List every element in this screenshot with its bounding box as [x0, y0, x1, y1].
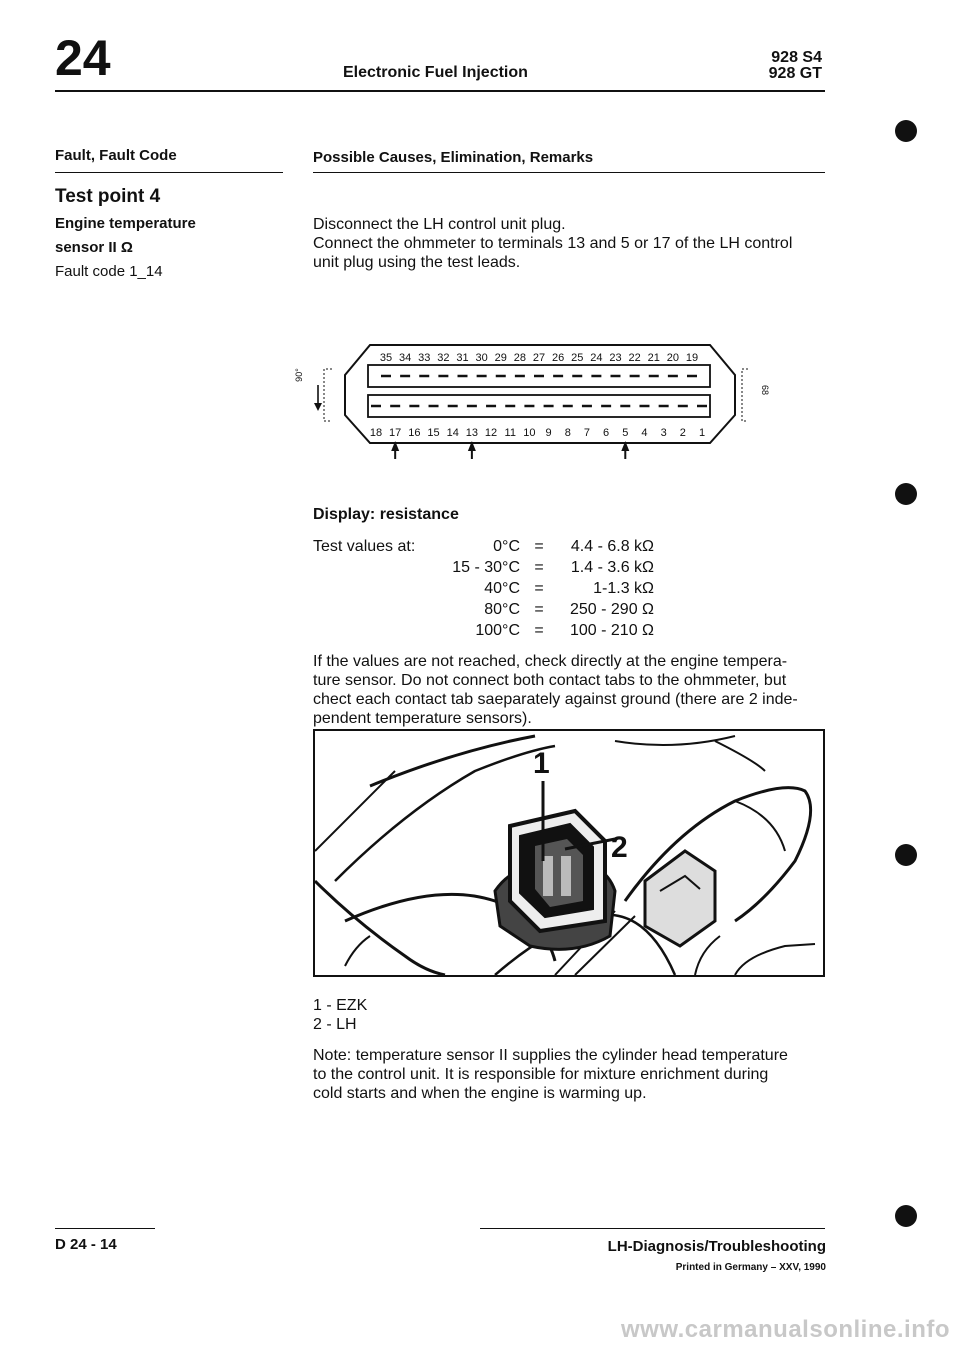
chapter-number: 24 [55, 30, 111, 86]
test-value-resistance: 250 - 290 Ω [569, 601, 654, 618]
left-column-heading: Fault, Fault Code [55, 147, 177, 164]
connector-left-latch [324, 369, 332, 421]
figure-callout-1: 1 [533, 747, 550, 780]
test-value-row [400, 601, 660, 621]
test-value-resistance: 1-1.3 kΩ [593, 580, 654, 597]
footer-printed: Printed in Germany – XXV, 1990 [675, 1262, 826, 1273]
footer-section-title: LH-Diagnosis/Troubleshooting [607, 1238, 826, 1255]
test-value-temp: 0°C [493, 538, 520, 555]
sensor-illustration [315, 731, 823, 975]
connector-pin-label: 32 [437, 352, 450, 364]
test-value-equals: = [534, 538, 544, 555]
connector-pin-label: 19 [685, 352, 699, 364]
connector-pin-label: 8 [564, 427, 571, 439]
test-value-resistance: 1.4 - 3.6 kΩ [570, 559, 654, 576]
instructions [313, 215, 792, 272]
note-line-3: cold starts and when the engine is warming up. [313, 1085, 647, 1102]
test-point-subtitle-1: Engine temperature [55, 215, 196, 232]
connector-pin-label: 11 [504, 427, 516, 439]
page-title: Electronic Fuel Injection [343, 64, 528, 81]
connector-top-pin-labels [380, 352, 698, 364]
legend-item-2: 2 - LH [313, 1016, 357, 1033]
connector-pin-label: 2 [679, 427, 686, 439]
instruction-line-2: Connect the ohmmeter to terminals 13 and 5 or 17 of the LH control [313, 235, 793, 252]
connector-pin-label: 35 [379, 352, 393, 364]
column-heading-rule-left [55, 172, 283, 173]
note-line-2: to the control unit. It is responsible for mixture enrichment during [313, 1066, 769, 1083]
connector-pin-label: 13 [465, 427, 479, 439]
check-note [313, 652, 798, 728]
check-note-line-3: chect each contact tab saeparately against ground (there are 2 inde- [313, 691, 798, 708]
punch-hole-marker [895, 844, 917, 866]
connector-pin-label: 12 [484, 427, 498, 439]
connector-pin-label: 14 [446, 427, 459, 439]
connector-pin-label: 30 [475, 352, 488, 364]
instruction-line-3: unit plug using the test leads. [313, 254, 521, 271]
connector-pin-label: 33 [418, 352, 431, 364]
footer-rule-left [55, 1228, 155, 1229]
column-heading-rule-right [313, 172, 825, 173]
connector-pin-label: 16 [408, 427, 421, 439]
connector-pin-label: 15 [427, 427, 440, 439]
test-point-subtitle-2: sensor II Ω [55, 239, 133, 256]
instruction-line-1: Disconnect the LH control unit plug. [313, 216, 566, 233]
note [313, 1046, 788, 1103]
header-rule [55, 90, 825, 92]
test-value-equals: = [534, 601, 544, 618]
connector-pin-label: 23 [609, 352, 622, 364]
test-value-resistance: 100 - 210 Ω [569, 622, 654, 639]
connector-pin-label: 21 [647, 352, 660, 364]
right-column-heading: Possible Causes, Elimination, Remarks [313, 149, 594, 166]
test-value-resistance: 4.4 - 6.8 kΩ [570, 538, 654, 555]
test-value-row [400, 538, 660, 558]
fault-code: Fault code 1_14 [55, 263, 163, 280]
test-point-title: Test point 4 [55, 186, 161, 207]
check-note-line-1: If the values are not reached, check directly at the engine tempera- [313, 653, 788, 670]
connector-pin-label: 6 [603, 427, 610, 439]
check-note-line-2: ture sensor. Do not connect both contact tabs to the ohmmeter, but [313, 672, 787, 689]
punch-hole-marker [895, 483, 917, 505]
connector-pin-label: 28 [513, 352, 526, 364]
test-value-temp: 15 - 30°C [452, 559, 520, 576]
test-value-temp: 40°C [484, 580, 520, 597]
connector-pin-label: 7 [583, 427, 591, 439]
connector-pin-label: 20 [666, 352, 679, 364]
connector-right-label: 68 [760, 384, 771, 396]
connector-right-latch [742, 369, 748, 421]
test-value-row [400, 559, 660, 579]
left-arrow-head [314, 403, 322, 411]
test-value-row [400, 622, 660, 642]
connector-pin-label: 22 [628, 352, 641, 364]
connector-pin-label: 9 [545, 427, 552, 439]
note-line-1: Note: temperature sensor II supplies the cylinder head temperature [313, 1047, 788, 1064]
connector-pin-label: 3 [660, 427, 667, 439]
connector-pin-label: 5 [622, 427, 629, 439]
legend-item-1: 1 - EZK [313, 997, 368, 1014]
connector-pin-label: 31 [456, 352, 469, 364]
footer-rule-right [480, 1228, 825, 1229]
figure-legend [313, 996, 367, 1034]
display-label: Display: resistance [313, 506, 459, 523]
test-values-intro: Test values at: [313, 538, 416, 555]
sensor-figure [313, 729, 825, 977]
test-value-row [400, 580, 660, 600]
figure-callout-2: 2 [611, 831, 628, 864]
connector-diagram [310, 335, 750, 465]
connector-pin-label: 18 [369, 427, 383, 439]
connector-left-label: 90° [293, 368, 304, 382]
connector-pin-label: 10 [523, 427, 536, 439]
connector-pin-label: 4 [641, 427, 648, 439]
connector-pin-label: 27 [532, 352, 546, 364]
punch-hole-marker [895, 120, 917, 142]
watermark: www.carmanualsonline.info [621, 1316, 950, 1343]
test-value-temp: 100°C [475, 622, 520, 639]
connector-pin-label: 26 [552, 352, 565, 364]
connector-pin-label: 24 [590, 352, 603, 364]
model-line-2: 928 GT [768, 65, 822, 82]
test-value-temp: 80°C [484, 601, 520, 618]
check-note-line-4: pendent temperature sensors). [313, 710, 532, 727]
model-line-1: 928 S4 [771, 49, 822, 66]
footer-page-code: D 24 - 14 [55, 1236, 117, 1253]
connector-pin-label: 34 [399, 352, 412, 364]
test-value-equals: = [534, 559, 544, 576]
punch-hole-marker [895, 1205, 917, 1227]
test-value-equals: = [534, 622, 544, 639]
connector-pin-label: 17 [389, 427, 402, 439]
test-value-equals: = [534, 580, 544, 597]
connector-pin-label: 29 [494, 352, 507, 364]
connector-pin-label: 25 [571, 352, 584, 364]
connector-pin-label: 1 [698, 427, 706, 439]
connector-bottom-pin-labels [370, 427, 705, 439]
